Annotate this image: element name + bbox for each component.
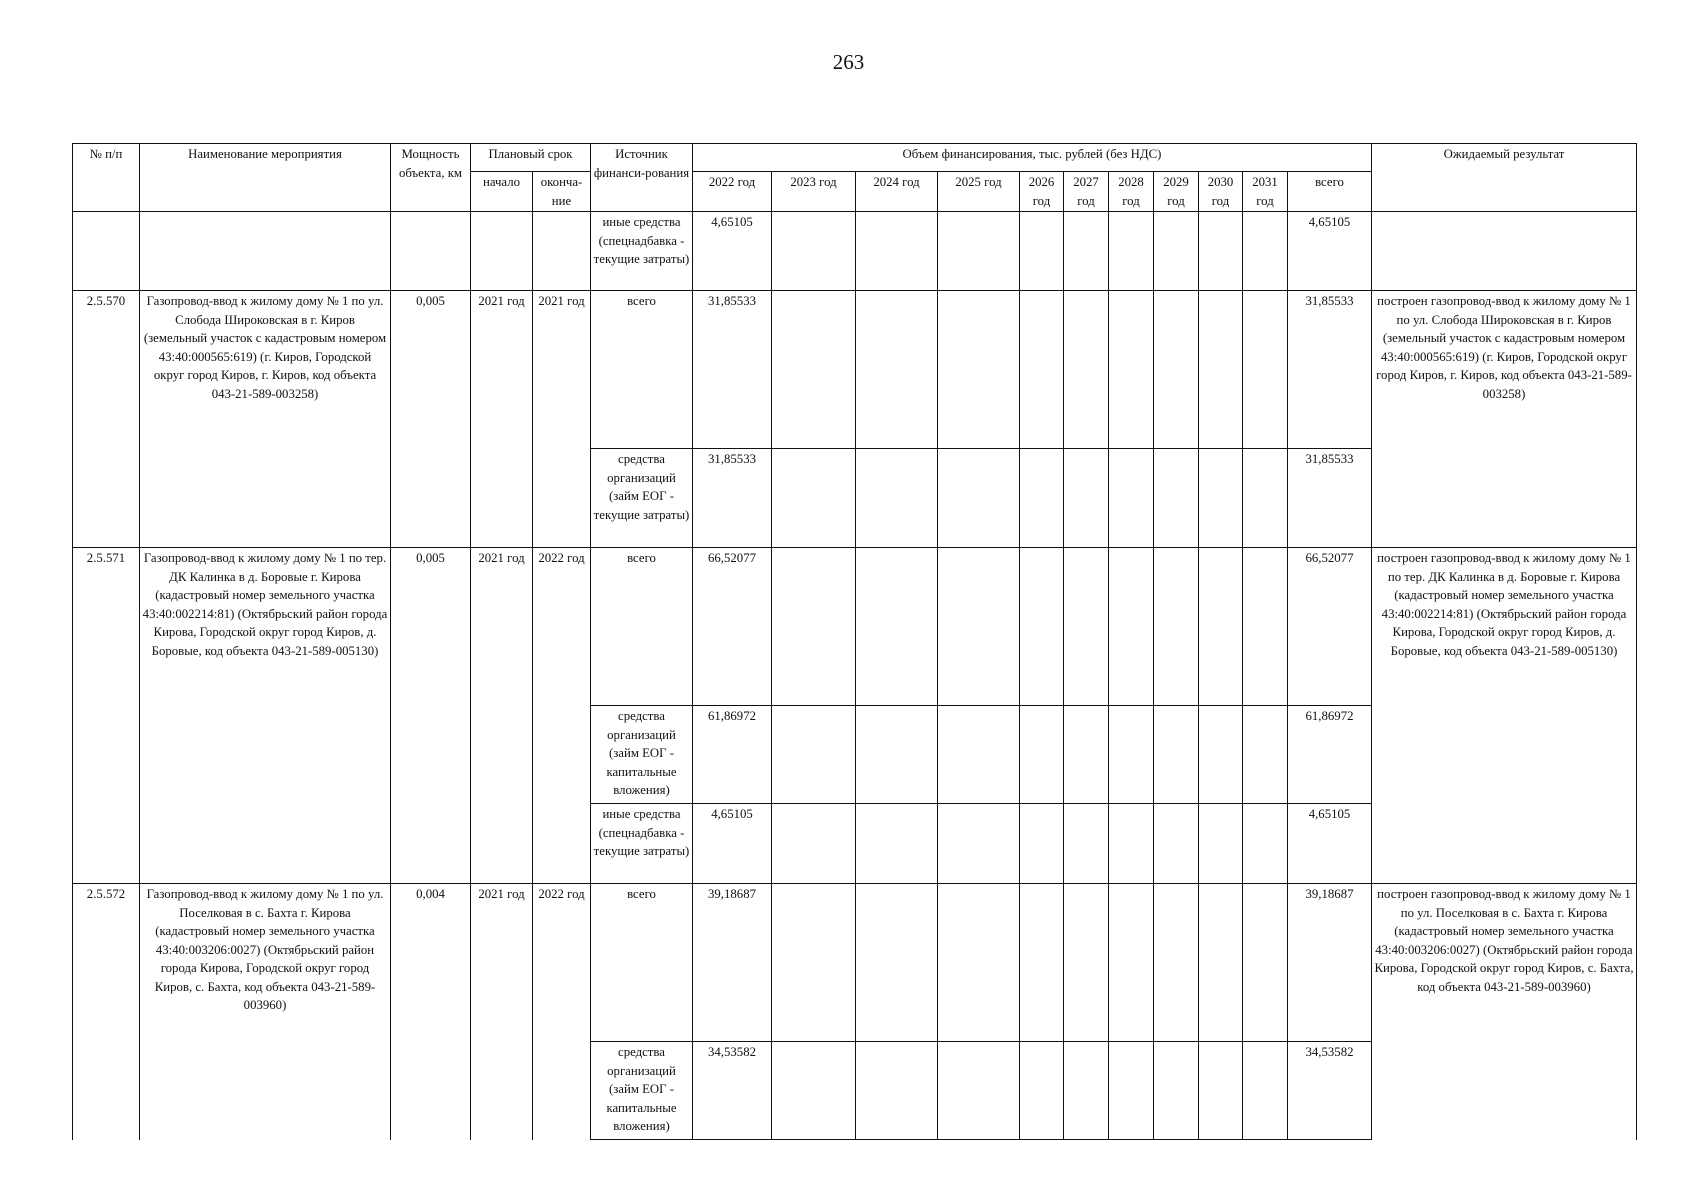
cell-empty: [938, 884, 1020, 1042]
value-2022: 31,85533: [693, 291, 772, 449]
cell-empty: [856, 884, 938, 1042]
cell-empty: [1109, 884, 1154, 1042]
value-total: 61,86972: [1288, 706, 1372, 804]
header-source: Источник финанси-рования: [591, 144, 693, 212]
cell-empty: [1243, 291, 1288, 449]
header-power: Мощность объекта, км: [391, 144, 471, 212]
cell-empty: [1109, 804, 1154, 884]
cell-empty: [140, 212, 391, 291]
header-volume: Объем финансирования, тыс. рублей (без НДС): [693, 144, 1372, 172]
source-cell: всего: [591, 548, 693, 706]
value-total: 31,85533: [1288, 449, 1372, 548]
cell-empty: [1020, 449, 1064, 548]
cell-empty: [471, 212, 533, 291]
value-2022: 34,53582: [693, 1042, 772, 1140]
cell-empty: [1243, 449, 1288, 548]
cell-empty: [1064, 212, 1109, 291]
value-total: 39,18687: [1288, 884, 1372, 1042]
cell-empty: [938, 449, 1020, 548]
cell-empty: [1064, 884, 1109, 1042]
header-term: Плановый срок: [471, 144, 591, 172]
row-number: 2.5.571: [73, 548, 140, 884]
measure-name: Газопровод-ввод к жилому дому № 1 по ул. Слобода Широковская в г. Киров (земельный участок с кадастровым номером 43:40:000565:619) (г. Киров, Городской округ город Киров, г. Киров, код объекта 043-21-589-003258): [140, 291, 391, 548]
expected-result: построен газопровод-ввод к жилому дому № 1 по тер. ДК Калинка в д. Боровые г. Кирова (кадастровый номер земельного участка 43:40:002214:81) (Октябрьский район города Кирова, Городской округ город Киров, д. Боровые, код объекта 043-21-589-005130): [1372, 548, 1637, 884]
cell-empty: [772, 804, 856, 884]
cell-empty: [938, 212, 1020, 291]
power-cell: 0,005: [391, 548, 471, 884]
value-2022: 39,18687: [693, 884, 772, 1042]
cell-empty: [1020, 706, 1064, 804]
cell-empty: [1199, 548, 1243, 706]
cell-empty: [1020, 291, 1064, 449]
cell-empty: [1199, 212, 1243, 291]
cell-empty: [772, 548, 856, 706]
value-total: 4,65105: [1288, 804, 1372, 884]
header-year: 2030 год: [1199, 172, 1243, 212]
end-cell: 2022 год: [533, 884, 591, 1140]
start-cell: 2021 год: [471, 548, 533, 884]
cell-empty: [1109, 548, 1154, 706]
cell-empty: [1199, 884, 1243, 1042]
header-start: начало: [471, 172, 533, 212]
start-cell: 2021 год: [471, 291, 533, 548]
header-name: Наименование мероприятия: [140, 144, 391, 212]
cell-empty: [1243, 212, 1288, 291]
value-2022: 61,86972: [693, 706, 772, 804]
source-cell: иные средства (спецнадбавка - текущие затраты): [591, 804, 693, 884]
cell-empty: [856, 706, 938, 804]
cell-empty: [772, 212, 856, 291]
header-year: 2031 год: [1243, 172, 1288, 212]
source-cell: всего: [591, 884, 693, 1042]
end-cell: 2021 год: [533, 291, 591, 548]
cell-empty: [1064, 291, 1109, 449]
cell-empty: [772, 449, 856, 548]
cell-empty: [938, 1042, 1020, 1140]
cell-empty: [938, 291, 1020, 449]
header-total: всего: [1288, 172, 1372, 212]
cell-empty: [1154, 449, 1199, 548]
end-cell: 2022 год: [533, 548, 591, 884]
cell-empty: [1243, 548, 1288, 706]
cell-empty: [1154, 706, 1199, 804]
start-cell: 2021 год: [471, 884, 533, 1140]
source-cell: всего: [591, 291, 693, 449]
cell-empty: [938, 706, 1020, 804]
cell-empty: [1109, 449, 1154, 548]
header-year: 2023 год: [772, 172, 856, 212]
cell-empty: [856, 804, 938, 884]
cell-empty: [1020, 212, 1064, 291]
row-number: 2.5.572: [73, 884, 140, 1140]
measure-name: Газопровод-ввод к жилому дому № 1 по ул. Поселковая в с. Бахта г. Кирова (кадастровый номер земельного участка 43:40:003206:0027) (Октябрьский район города Кирова, Городской округ город Киров, с. Бахта, код объекта 043-21-589-003960): [140, 884, 391, 1140]
value-2022: 4,65105: [693, 212, 772, 291]
header-year: 2022 год: [693, 172, 772, 212]
cell-empty: [1109, 706, 1154, 804]
header-year: 2026 год: [1020, 172, 1064, 212]
header-year: 2029 год: [1154, 172, 1199, 212]
cell-empty: [1154, 1042, 1199, 1140]
value-2022: 66,52077: [693, 548, 772, 706]
financing-table: [72, 143, 1637, 1140]
cell-empty: [772, 884, 856, 1042]
cell-empty: [1064, 1042, 1109, 1140]
source-cell: средства организаций (займ ЕОГ - капитальные вложения): [591, 1042, 693, 1140]
measure-name: Газопровод-ввод к жилому дому № 1 по тер. ДК Калинка в д. Боровые г. Кирова (кадастровый номер земельного участка 43:40:002214:81) (Октябрьский район города Кирова, Городской округ город Киров, д. Боровые, код объекта 043-21-589-005130): [140, 548, 391, 884]
cell-empty: [1199, 449, 1243, 548]
expected-result: построен газопровод-ввод к жилому дому № 1 по ул. Слобода Широковская в г. Киров (земельный участок с кадастровым номером 43:40:000565:619) (г. Киров, Городской округ город Киров, г. Киров, код объекта 043-21-589-003258): [1372, 291, 1637, 548]
value-total: 34,53582: [1288, 1042, 1372, 1140]
cell-empty: [938, 804, 1020, 884]
cell-empty: [1372, 212, 1637, 291]
cell-empty: [1199, 804, 1243, 884]
source-cell: иные средства (спецнадбавка - текущие затраты): [591, 212, 693, 291]
cell-empty: [1199, 291, 1243, 449]
value-2022: 31,85533: [693, 449, 772, 548]
header-year: 2027 год: [1064, 172, 1109, 212]
cell-empty: [856, 212, 938, 291]
cell-empty: [856, 291, 938, 449]
value-total: 31,85533: [1288, 291, 1372, 449]
cell-empty: [1243, 884, 1288, 1042]
cell-empty: [1109, 291, 1154, 449]
cell-empty: [1064, 548, 1109, 706]
cell-empty: [1243, 706, 1288, 804]
value-2022: 4,65105: [693, 804, 772, 884]
cell-empty: [73, 212, 140, 291]
cell-empty: [856, 449, 938, 548]
power-cell: 0,005: [391, 291, 471, 548]
cell-empty: [1154, 548, 1199, 706]
cell-empty: [1154, 804, 1199, 884]
cell-empty: [1199, 1042, 1243, 1140]
cell-empty: [1020, 1042, 1064, 1140]
header-year: 2025 год: [938, 172, 1020, 212]
cell-empty: [856, 548, 938, 706]
cell-empty: [1020, 548, 1064, 706]
cell-empty: [1064, 706, 1109, 804]
power-cell: 0,004: [391, 884, 471, 1140]
cell-empty: [533, 212, 591, 291]
page-number: 263: [832, 50, 865, 74]
cell-empty: [1064, 449, 1109, 548]
cell-empty: [938, 548, 1020, 706]
header-end: оконча-ние: [533, 172, 591, 212]
cell-empty: [772, 291, 856, 449]
cell-empty: [1020, 884, 1064, 1042]
cell-empty: [1020, 804, 1064, 884]
cell-empty: [391, 212, 471, 291]
cell-empty: [1243, 804, 1288, 884]
row-number: 2.5.570: [73, 291, 140, 548]
cell-empty: [1154, 291, 1199, 449]
cell-empty: [1154, 212, 1199, 291]
header-year: 2024 год: [856, 172, 938, 212]
cell-empty: [1109, 212, 1154, 291]
cell-empty: [1243, 1042, 1288, 1140]
header-year: 2028 год: [1109, 172, 1154, 212]
cell-empty: [1064, 804, 1109, 884]
source-cell: средства организаций (займ ЕОГ - капитальные вложения): [591, 706, 693, 804]
cell-empty: [1109, 1042, 1154, 1140]
value-total: 66,52077: [1288, 548, 1372, 706]
expected-result: построен газопровод-ввод к жилому дому № 1 по ул. Поселковая в с. Бахта г. Кирова (кадастровый номер земельного участка 43:40:003206:0027) (Октябрьский район города Кирова, Городской округ город Киров, с. Бахта, код объекта 043-21-589-003960): [1372, 884, 1637, 1140]
source-cell: средства организаций (займ ЕОГ - текущие затраты): [591, 449, 693, 548]
value-total: 4,65105: [1288, 212, 1372, 291]
header-no: № п/п: [73, 144, 140, 212]
cell-empty: [856, 1042, 938, 1140]
cell-empty: [772, 1042, 856, 1140]
cell-empty: [1199, 706, 1243, 804]
cell-empty: [1154, 884, 1199, 1042]
header-result: Ожидаемый результат: [1372, 144, 1637, 212]
cell-empty: [772, 706, 856, 804]
